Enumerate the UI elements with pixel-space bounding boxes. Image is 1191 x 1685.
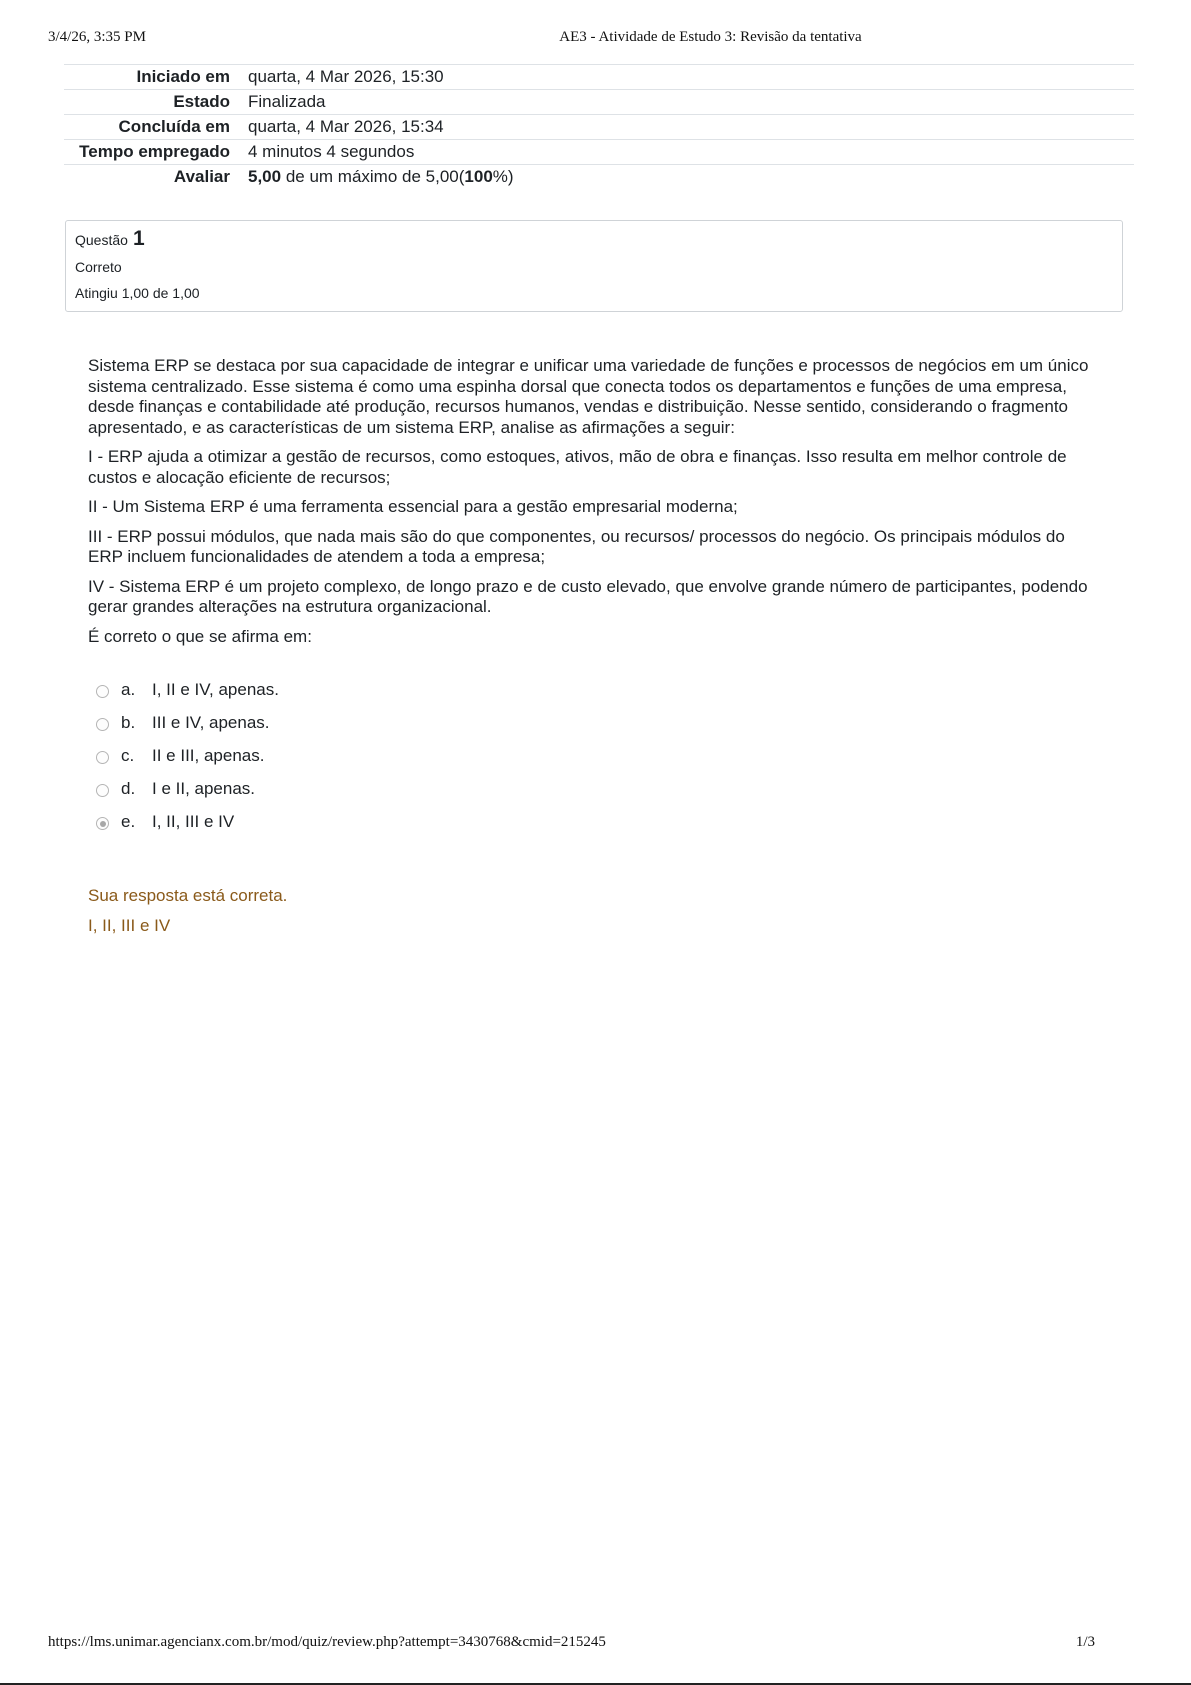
statement-iv: IV - Sistema ERP é um projeto complexo, de longo prazo e de custo elevado, que envolve grande número de participantes, podendo gerar grandes alterações na estrutura organizacional. xyxy=(88,576,1088,616)
summary-label: Iniciado em xyxy=(136,67,230,86)
question-paragraph: Sistema ERP se destaca por sua capacidade de integrar e unificar uma variedade de funções e processos de negócios em um único sistema centralizado. Esse sistema é como uma espinha dorsal que conecta todos os departamentos e funções de uma empresa, desde finanças e contabilidade até produção, recursos humanos, vendas e distribuição. Nesse sentido, considerando o fragmento apresentado, e as características de um sistema ERP, analise as afirmações a seguir: xyxy=(88,356,1089,437)
summary-row-time-taken xyxy=(64,140,1134,165)
summary-value: Finalizada xyxy=(248,92,326,111)
statement-iii: III - ERP possui módulos, que nada mais são do que componentes, ou recursos/ processos do negócio. Os principais módulos do ERP incluem funcionalidades de atendem a toda a empresa; xyxy=(88,526,1065,566)
answer-options xyxy=(96,673,279,838)
grade-middle: de um máximo de 5,00( xyxy=(281,167,465,186)
grade-score: 5,00 xyxy=(248,167,282,186)
option-text: II e III, apenas. xyxy=(152,745,265,765)
attempt-summary-table xyxy=(64,64,1134,190)
answer-option-a[interactable] xyxy=(96,673,279,706)
print-title: AE3 - Atividade de Estudo 3: Revisão da tentativa xyxy=(559,29,862,45)
radio-button-selected[interactable] xyxy=(96,817,109,830)
answer-option-e[interactable] xyxy=(96,805,279,838)
summary-value: 4 minutos 4 segundos xyxy=(248,142,415,161)
question-text xyxy=(88,356,1100,656)
summary-row-completed xyxy=(64,115,1134,140)
summary-value: quarta, 4 Mar 2026, 15:34 xyxy=(248,117,444,136)
grade-end: %) xyxy=(492,167,514,186)
page-number: 1/3 xyxy=(1075,1634,1095,1650)
question-state: Correto xyxy=(75,259,122,275)
question-label: Questão xyxy=(75,232,128,248)
statement-i: I - ERP ajuda a otimizar a gestão de recursos, como estoques, ativos, mão de obra e finanças. Isso resulta em melhor controle de custos e alocação eficiente de recursos; xyxy=(88,447,1067,487)
summary-grade-value xyxy=(248,165,1134,190)
summary-label: Estado xyxy=(173,92,230,111)
grade-percent: 100 xyxy=(464,167,493,186)
summary-value: quarta, 4 Mar 2026, 15:30 xyxy=(248,67,444,86)
option-letter: d. xyxy=(121,778,136,798)
radio-button[interactable] xyxy=(96,718,109,731)
option-text: III e IV, apenas. xyxy=(152,712,270,732)
option-letter: c. xyxy=(121,745,135,765)
option-letter: e. xyxy=(121,811,136,831)
radio-button[interactable] xyxy=(96,751,109,764)
summary-label: Concluída em xyxy=(118,117,230,136)
option-text: I, II, III e IV xyxy=(152,811,235,831)
feedback-right-answer: I, II, III e IV xyxy=(88,916,171,935)
answer-option-b[interactable] xyxy=(96,706,279,739)
summary-row-grade xyxy=(64,165,1134,190)
radio-button[interactable] xyxy=(96,685,109,698)
question-number xyxy=(75,227,1113,253)
print-url: https://lms.unimar.agencianx.com.br/mod/quiz/review.php?attempt=3430768&cmid=215245 xyxy=(48,1634,606,1650)
summary-row-started xyxy=(64,65,1134,90)
statement-ii: II - Um Sistema ERP é uma ferramenta essencial para a gestão empresarial moderna; xyxy=(88,497,738,516)
option-text: I, II e IV, apenas. xyxy=(152,679,279,699)
feedback xyxy=(88,886,287,946)
feedback-result: Sua resposta está correta. xyxy=(88,886,288,905)
summary-label: Tempo empregado xyxy=(79,142,230,161)
summary-row-state xyxy=(64,90,1134,115)
radio-button[interactable] xyxy=(96,784,109,797)
print-date: 3/4/26, 3:35 PM xyxy=(48,29,146,45)
question-prompt: É correto o que se afirma em: xyxy=(88,626,312,646)
option-letter: a. xyxy=(121,679,136,699)
option-letter: b. xyxy=(121,712,136,732)
answer-option-d[interactable] xyxy=(96,772,279,805)
option-text: I e II, apenas. xyxy=(152,778,256,798)
answer-option-c[interactable] xyxy=(96,739,279,772)
question-num: 1 xyxy=(132,227,145,250)
question-info-box xyxy=(65,220,1123,312)
summary-label: Avaliar xyxy=(173,167,230,186)
question-grade: Atingiu 1,00 de 1,00 xyxy=(75,285,200,301)
